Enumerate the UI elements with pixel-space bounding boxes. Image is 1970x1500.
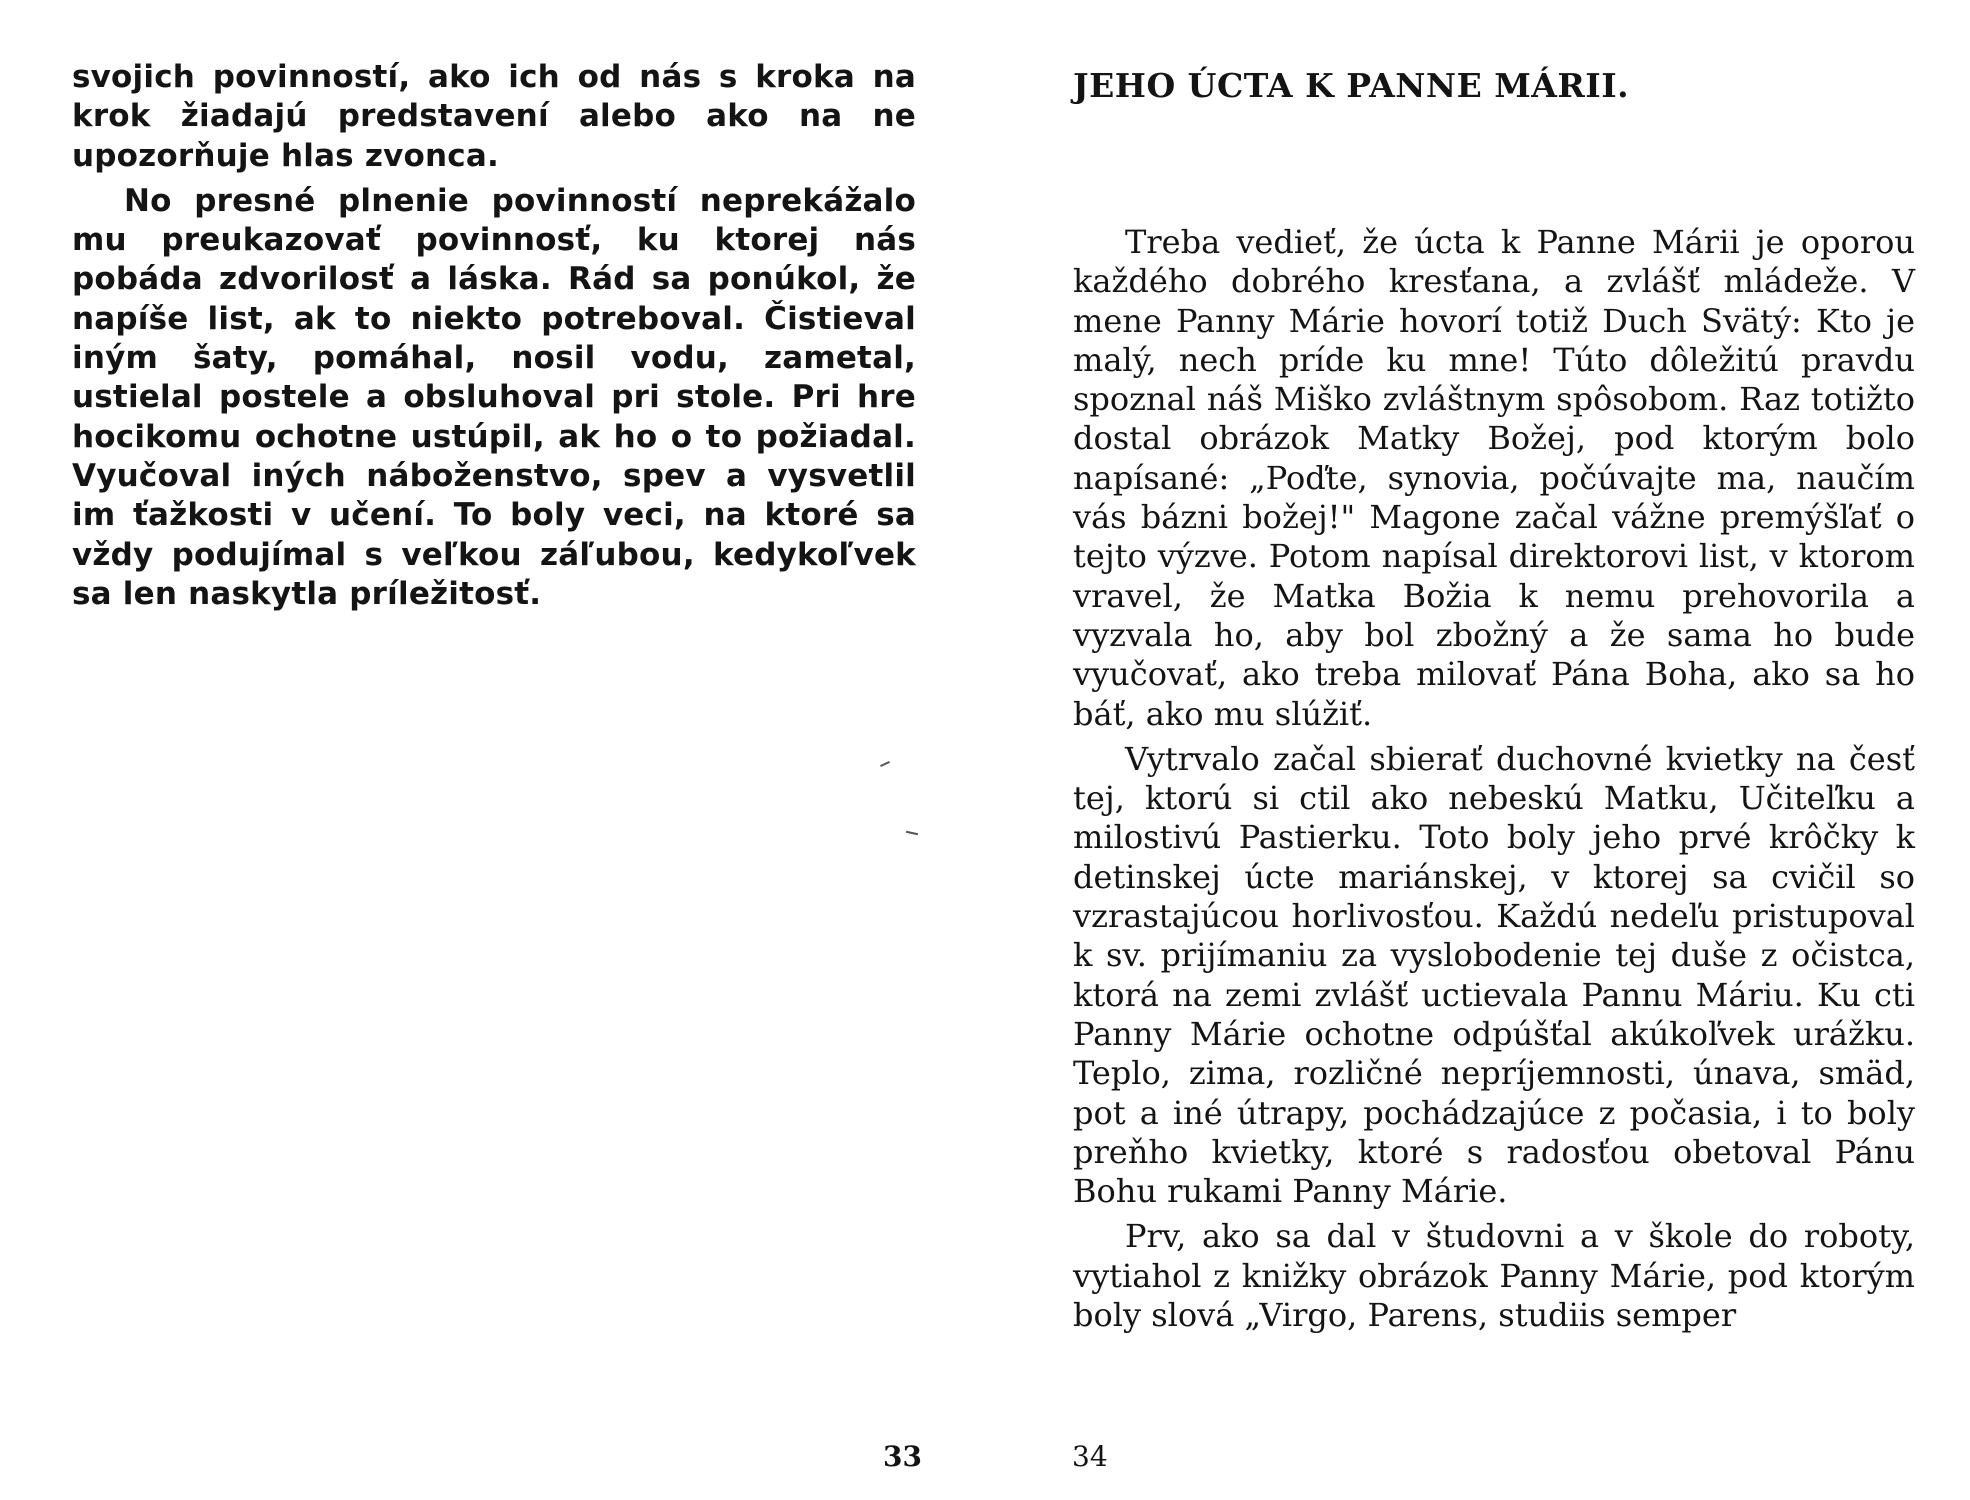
right-page [985,0,1970,1500]
chapter-heading: JEHO ÚCTA K PANNE MÁRII. [1073,66,1630,105]
right-page-text [1073,223,1915,1341]
right-paragraph-3: Prv, ako sa dal v študovni a v škole do roboty, vytiahol z knižky obrázok Panny Márie, pod ktorým boly slová „Virgo, Parens, studiis semper [1073,1217,1915,1335]
right-paragraph-1: Treba vedieť, že úcta k Panne Márii je oporou každého dobrého kresťana, a zvlášť mládeže. V mene Panny Márie hovorí totiž Duch Svätý: Kto je malý, nech príde ku mne! Túto dôležitú pravdu spoznal náš Miško zvláštnym spôsobom. Raz totižto dostal obrázok Matky Božej, pod ktorým bolo napísané: „Poďte, synovia, počúvajte ma, naučím vás bázni božej!" Magone začal vážne premýšľať o tejto výzve. Potom napísal direktorovi list, v ktorom vravel, že Matka Božia k nemu prehovorila a vyzvala ho, aby bol zbožný a že sama ho bude vyučovať, ako treba milovať Pána Boha, ako sa ho báť, ako mu slúžiť. [1073,223,1915,733]
page-number-left: 33 [883,1440,922,1473]
left-paragraph-1: svojich povinností, ako ich od nás s kroka na krok žiadajú predstavení alebo ako na ne upozorňuje hlas zvonca. [72,59,916,174]
print-speck [906,831,918,835]
right-paragraph-2: Vytrvalo začal sbierať duchovné kvietky na česť tej, ktorú si ctil ako nebeskú Matku, Učiteľku a milostivú Pastierku. Toto boly jeho prvé krôčky k detinskej úcte mariánskej, v ktorej sa cvičil so vzrastajúcou horlivosťou. Každú nedeľu pristupoval k sv. prijímaniu za vyslobodenie tej duše z očistca, ktorá na zemi zvlášť uctievala Pannu Máriu. Ku cti Panny Márie ochotne odpúšťal akúkoľvek urážku. Teplo, zima, rozličné nepríjemnosti, únava, smäd, pot a iné útrapy, pochádzajúce z počasia, i to boly preňho kvietky, ktoré s radosťou obetoval Pánu Bohu rukami Panny Márie. [1073,739,1915,1211]
page-number-right: 34 [1072,1440,1108,1473]
left-page-text [72,58,916,620]
left-paragraph-2: No presné plnenie povinností neprekážalo mu preukazovať povinnosť, ku ktorej nás pobáda zdvorilosť a láska. Rád sa ponúkol, že napíše list, ak to niekto potreboval. Čistieval iným šaty, pomáhal, nosil vodu, zametal, ustielal postele a obsluhoval pri stole. Pri hre hocikomu ochotne ustúpil, ak ho o to požiadal. Vyučoval iných náboženstvo, spev a vysvetlil im ťažkosti v učení. To boly veci, na ktoré sa vždy podujímal s veľkou záľubou, kedykoľvek sa len naskytla príležitosť. [72,182,916,612]
print-speck [880,761,890,767]
